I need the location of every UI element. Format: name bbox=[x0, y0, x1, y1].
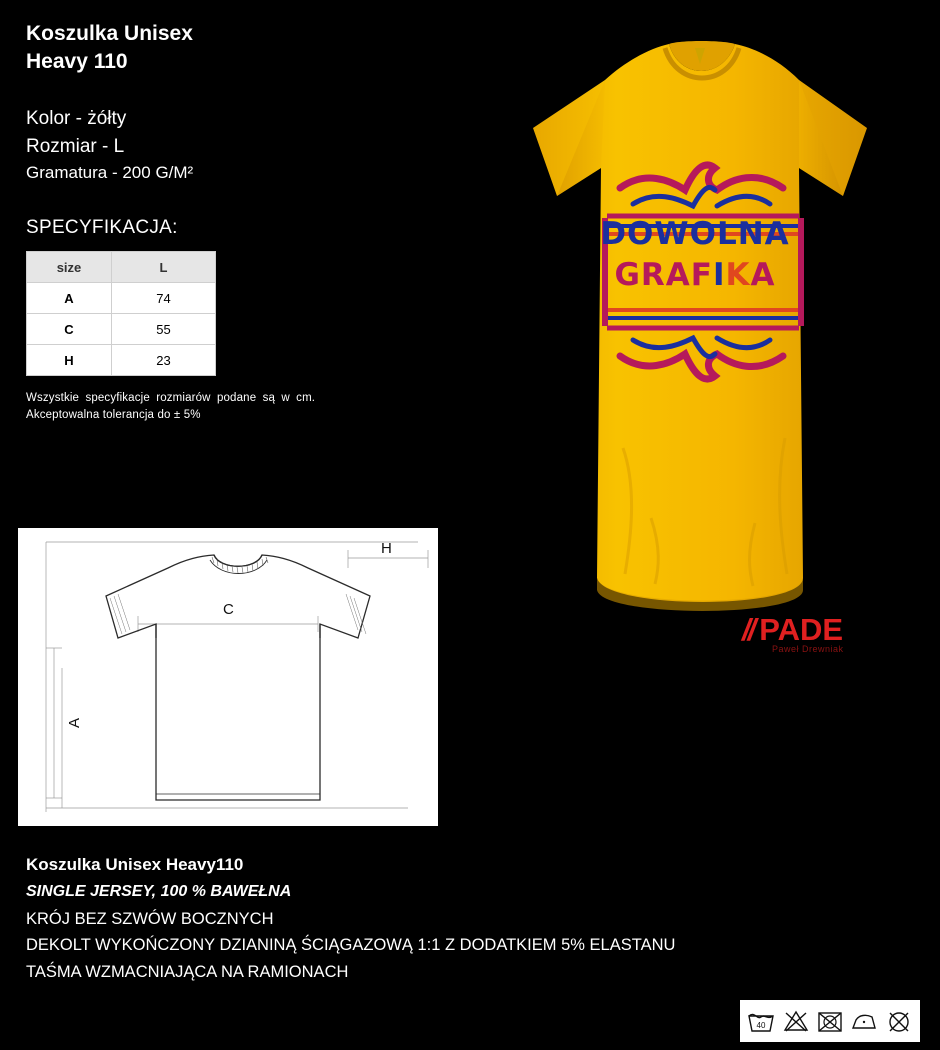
brand-logo bbox=[742, 612, 902, 654]
left-column bbox=[26, 20, 456, 425]
description-line-2: SINGLE JERSEY, 100 % BAWEŁNA bbox=[26, 883, 292, 901]
attribute-list bbox=[26, 105, 456, 185]
size-note-line-2: Akceptowalna tolerancja do ± 5% bbox=[26, 409, 201, 422]
no-tumble-dry-icon bbox=[816, 1008, 844, 1034]
no-bleach-icon bbox=[782, 1008, 810, 1034]
description-block bbox=[26, 852, 916, 986]
table-row bbox=[27, 314, 216, 345]
print-line-2-part-3: K bbox=[725, 256, 751, 293]
no-dryclean-icon bbox=[885, 1008, 913, 1034]
print-line-2-part-4: A bbox=[750, 256, 776, 293]
diagram-label-h: H bbox=[381, 540, 392, 557]
size-note-line-1: Wszystkie specyfikacje rozmiarów podane są w cm. bbox=[26, 392, 316, 405]
attribute-size: Rozmiar - L bbox=[26, 135, 125, 157]
diagram-label-a: A bbox=[66, 717, 83, 728]
size-table bbox=[26, 251, 216, 376]
description-line-5: TAŚMA WZMACNIAJĄCA NA RAMIONACH bbox=[26, 962, 349, 981]
brand-name: PADE bbox=[759, 612, 844, 647]
row-label-c: C bbox=[27, 314, 112, 345]
size-note bbox=[26, 390, 426, 425]
diagram-label-c: C bbox=[223, 601, 234, 618]
svg-text:40: 40 bbox=[756, 1021, 766, 1030]
table-header-size: size bbox=[27, 252, 112, 283]
table-header-row bbox=[27, 252, 216, 283]
row-label-a: A bbox=[27, 283, 112, 314]
table-row bbox=[27, 345, 216, 376]
description-line-1: Koszulka Unisex Heavy110 bbox=[26, 855, 244, 874]
shirt-svg bbox=[455, 18, 925, 648]
row-value-a: 74 bbox=[112, 283, 216, 314]
diagram-svg bbox=[18, 528, 438, 826]
print-line-2-part-1: GRAF bbox=[614, 256, 713, 293]
title-line-2: Heavy 110 bbox=[26, 49, 128, 73]
table-header-value: L bbox=[112, 252, 216, 283]
specification-heading: SPECYFIKACJA: bbox=[26, 217, 178, 239]
iron-low-icon bbox=[850, 1008, 878, 1034]
brand-slashes-icon: // bbox=[742, 612, 754, 647]
row-value-h: 23 bbox=[112, 345, 216, 376]
table-row bbox=[27, 283, 216, 314]
row-value-c: 55 bbox=[112, 314, 216, 345]
attribute-color: Kolor - żółty bbox=[26, 108, 127, 130]
print-text bbox=[575, 218, 815, 291]
care-symbols bbox=[740, 1000, 920, 1042]
print-line-2-part-2: I bbox=[712, 256, 726, 293]
print-line-1: DOWOLNA bbox=[600, 216, 790, 252]
measurement-diagram bbox=[18, 528, 438, 826]
shirt-photo bbox=[455, 18, 925, 648]
page-title bbox=[26, 20, 456, 75]
wash-40-icon bbox=[747, 1008, 775, 1034]
brand-logo-row bbox=[742, 612, 902, 648]
brand-subtitle: Paweł Drewniak bbox=[772, 644, 844, 654]
description-line-4: DEKOLT WYKOŃCZONY DZIANINĄ ŚCIĄGAZOWĄ 1:1 Z DODATKIEM 5% ELASTANU bbox=[26, 936, 676, 955]
print-line-2 bbox=[575, 256, 815, 293]
row-label-h: H bbox=[27, 345, 112, 376]
title-line-1: Koszulka Unisex bbox=[26, 22, 193, 45]
description-line-3: KRÓJ BEZ SZWÓW BOCZNYCH bbox=[26, 909, 274, 928]
attribute-weight: Gramatura - 200 G/M² bbox=[26, 162, 194, 182]
